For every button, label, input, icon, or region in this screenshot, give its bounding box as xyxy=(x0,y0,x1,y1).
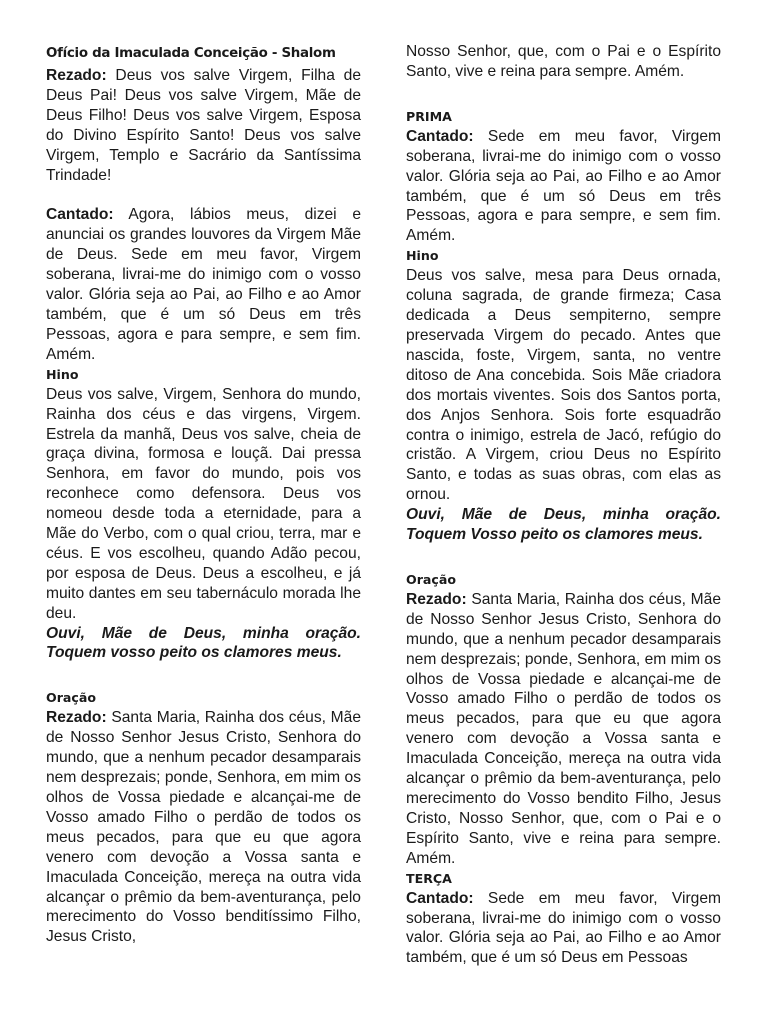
oracao-label: Rezado: xyxy=(46,709,107,727)
refrain: Ouvi, Mãe de Deus, minha oração. Toquem vosso peito os clamores meus. xyxy=(46,624,361,662)
cantado-paragraph xyxy=(46,205,361,364)
spacer xyxy=(406,545,721,570)
refrain: Ouvi, Mãe de Deus, minha oração. Toquem Vosso peito os clamores meus. xyxy=(406,506,721,544)
intro-text: Deus vos salve Virgem, Filha de Deus Pai! Deus vos salve Virgem, Mãe de Deus Filho! Deus vos salve Virgem, Esposa do Divino Espírito Santo! Deus vos salve Virgem, Templo e Sacrário da Santíssima Trindade! xyxy=(46,67,361,184)
prima-paragraph xyxy=(406,127,721,246)
oracao-text: Santa Maria, Rainha dos céus, Mãe de Nosso Senhor Jesus Cristo, Senhora do mundo, que a nenhum pecador desamparais nem desprezais; ponde, Senhora, em mim os olhos de Vossa piedade e alcançai-me de Vosso amado Filho o perdão de todos os meus pecados, para que eu que agora venero com devoção a Vossa santa e Imaculada Conceição, mereça na outra vida alcançar o prêmio da bem-aventurança, pelo merecimento do Vosso benditíssimo Filho, Jesus Cristo, xyxy=(46,709,361,946)
oracao-heading: Oração xyxy=(46,690,97,706)
hino-heading: Hino xyxy=(46,366,79,382)
oracao-text: Santa Maria, Rainha dos céus, Mãe de Nosso Senhor Jesus Cristo, Senhora do mundo, que a nenhum pecador desamparais nem desprezais; ponde, Senhora, em mim os olhos de Vossa piedade e alcançai-me de Vosso amado Filho o perdão de todos os meus pecados, para que eu que agora venero com devoção a Vossa santa e Imaculada Conceição, mereça na outra vida alcançar o prêmio da bem-aventurança, pelo merecimento do Vosso bendito Filho, Jesus Cristo, Nosso Senhor, que, com o Pai e o Espírito Santo, vive e reina para sempre. Amém. xyxy=(406,590,721,867)
right-column xyxy=(406,42,721,968)
spacer xyxy=(46,185,361,205)
terca-heading: TERÇA xyxy=(406,870,452,886)
oracao-paragraph xyxy=(46,708,361,947)
cantado-text: Agora, lábios meus, dizei e anunciai os grandes louvores da Virgem Mãe de Deus. Sede em meu favor, Virgem soberana, livrai-me do inimigo com o vosso valor. Glória seja ao Pai, ao Filho e ao Amor também, que é um só Deus em três Pessoas, agora e para sempre, e sem fim. Amém. xyxy=(46,206,361,363)
oracao-label: Rezado: xyxy=(406,590,467,608)
hino-heading: Hino xyxy=(406,248,439,264)
oracao-heading: Oração xyxy=(406,571,457,587)
rezado-label: Rezado: xyxy=(46,67,107,84)
continuation-text: Nosso Senhor, que, com o Pai e o Espírito Santo, vive e reina para sempre. Amém. xyxy=(406,43,721,80)
cantado-label: Cantado: xyxy=(406,889,474,907)
document-title: Ofício da Imaculada Conceição - Shalom xyxy=(46,46,336,61)
spacer xyxy=(46,663,361,688)
terca-text: Sede em meu favor, Virgem soberana, livrai-me do inimigo com o vosso valor. Glória seja ao Pai, ao Filho e ao Amor também, que é um só Deus em Pessoas xyxy=(406,889,721,967)
terca-paragraph xyxy=(406,889,721,969)
cantado-label: Cantado: xyxy=(46,206,114,224)
cantado-label: Cantado: xyxy=(406,127,474,145)
intro-paragraph xyxy=(46,66,361,185)
prima-heading: PRIMA xyxy=(406,108,452,124)
spacer xyxy=(406,82,721,107)
hino-text: Deus vos salve, mesa para Deus ornada, coluna sagrada, de grande firmeza; Casa dedicada a Deus sempiterno, sempre preservada Virgem do pecado. Antes que nascida, foste, Virgem, santa, no ventre ditoso de Ana concebida. Sois Mãe criadora dos mortais viventes. Sois dos Santos porta, dos Anjos Senhora. Sois forte esquadrão contra o inimigo, estrela de Jacó, refúgio do cristão. A Virgem, criou Deus no Espírito Santo, e todas as suas obras, com elas as ornou. xyxy=(406,267,721,504)
oracao-paragraph xyxy=(406,590,721,869)
hino-text: Deus vos salve, Virgem, Senhora do mundo, Rainha dos céus e das virgens, Virgem. Estrela da manhã, Deus vos salve, cheia de graça divina, formosa e louçã. Dai pressa Senhora, em favor do mundo, pois vos reconhece como defensora. Deus vos nomeou desde toda a eternidade, para a Mãe do Verbo, com o qual criou, terra, mar e céus. E vos escolheu, quando Adão pecou, por esposa de Deus. Deus a escolheu, e já muito dantes em seu tabernáculo morada lhe deu. xyxy=(46,385,361,622)
prima-text: Sede em meu favor, Virgem soberana, livrai-me do inimigo com o vosso valor. Glória seja ao Pai, ao Filho e ao Amor também, que é um só Deus em três Pessoas, agora e para sempre, e sem fim. Amém. xyxy=(406,127,721,245)
left-column xyxy=(46,42,361,947)
